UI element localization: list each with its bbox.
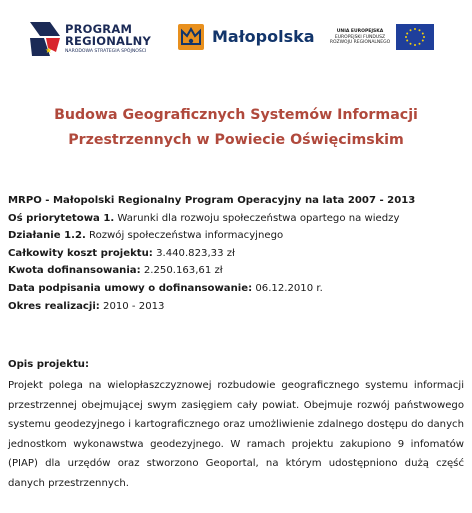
fact-action-value: Rozwój społeczeństwa informacyjnego [85,230,284,242]
malopolska-logo [178,24,318,54]
fact-total-cost-label: Całkowity koszt projektu: [8,247,153,259]
fact-action [8,227,468,245]
fact-program [8,192,468,210]
description-body: Projekt polega na wielopłaszczyznowej rozbudowie geograficznego systemu informacji przestrzennej obejmującej swym zasięgiem cały powiat. Obejmuje rozwój państwowego systemu geodezyjnego i kartograficznego oraz umożliwienie zdalnego dostępu do danych jednostkom wykonawstwa geodezyjnego. W ramach projektu zakupiono 9 infomatów (PIAP) dla urzędów oraz stworzono Geoportal, na którym udostępniono dużą część danych przestrzennych. [8,380,464,489]
fact-signing-date-value: 06.12.2010 r. [252,282,323,294]
fact-funding-value: 2.250.163,61 zł [140,265,223,277]
project-facts [8,192,468,315]
description-heading: Opis projektu: [8,359,89,370]
eu-caption [326,29,394,46]
fact-action-label: Działanie 1.2. [8,230,86,242]
program-title-line2: REGIONALNY [65,34,152,48]
eu-logo [326,24,438,54]
eu-caption-line1: UNIA EUROPEJSKA [336,29,384,34]
page-title [0,103,472,153]
program-regionalny-mark-icon [28,18,62,60]
program-regionalny-logo [28,18,168,68]
malopolska-mark-icon [178,24,204,50]
program-title-line1: PROGRAM [65,22,133,36]
page-title-line2: Przestrzennych w Powiecie Oświęcimskim [68,132,404,148]
fact-funding-label: Kwota dofinansowania: [8,265,141,277]
fact-period-value: 2010 - 2013 [99,300,165,312]
program-regionalny-subtitle: NARODOWA STRATEGIA SPÓJNOŚCI [65,49,147,54]
eu-caption-line3: ROZWOJU REGIONALNEGO [329,40,391,45]
page-title-line1: Budowa Geograficznych Systemów Informacji [54,107,418,123]
program-regionalny-title [65,23,151,47]
fact-funding [8,262,468,280]
fact-priority-axis-value: Warunki dla rozwoju społeczeństwa opartego na wiedzy [114,212,400,224]
svg-text:★: ★ [45,46,53,55]
fact-priority-axis-label: Oś priorytetowa 1. [8,212,115,224]
fact-signing-date [8,280,468,298]
logo-bar [0,0,472,90]
fact-program-text: MRPO - Małopolski Regionalny Program Operacyjny na lata 2007 - 2013 [8,195,416,206]
fact-period [8,298,468,316]
fact-period-label: Okres realizacji: [8,300,100,312]
malopolska-wordmark: Małopolska [212,27,315,46]
eu-caption-line2: EUROPEJSKI FUNDUSZ [334,34,386,40]
fact-total-cost [8,245,468,263]
fact-total-cost-value: 3.440.823,33 zł [152,247,235,259]
fact-priority-axis [8,210,468,228]
fact-signing-date-label: Data podpisania umowy o dofinansowanie: [8,282,253,294]
eu-flag-icon [396,24,434,50]
